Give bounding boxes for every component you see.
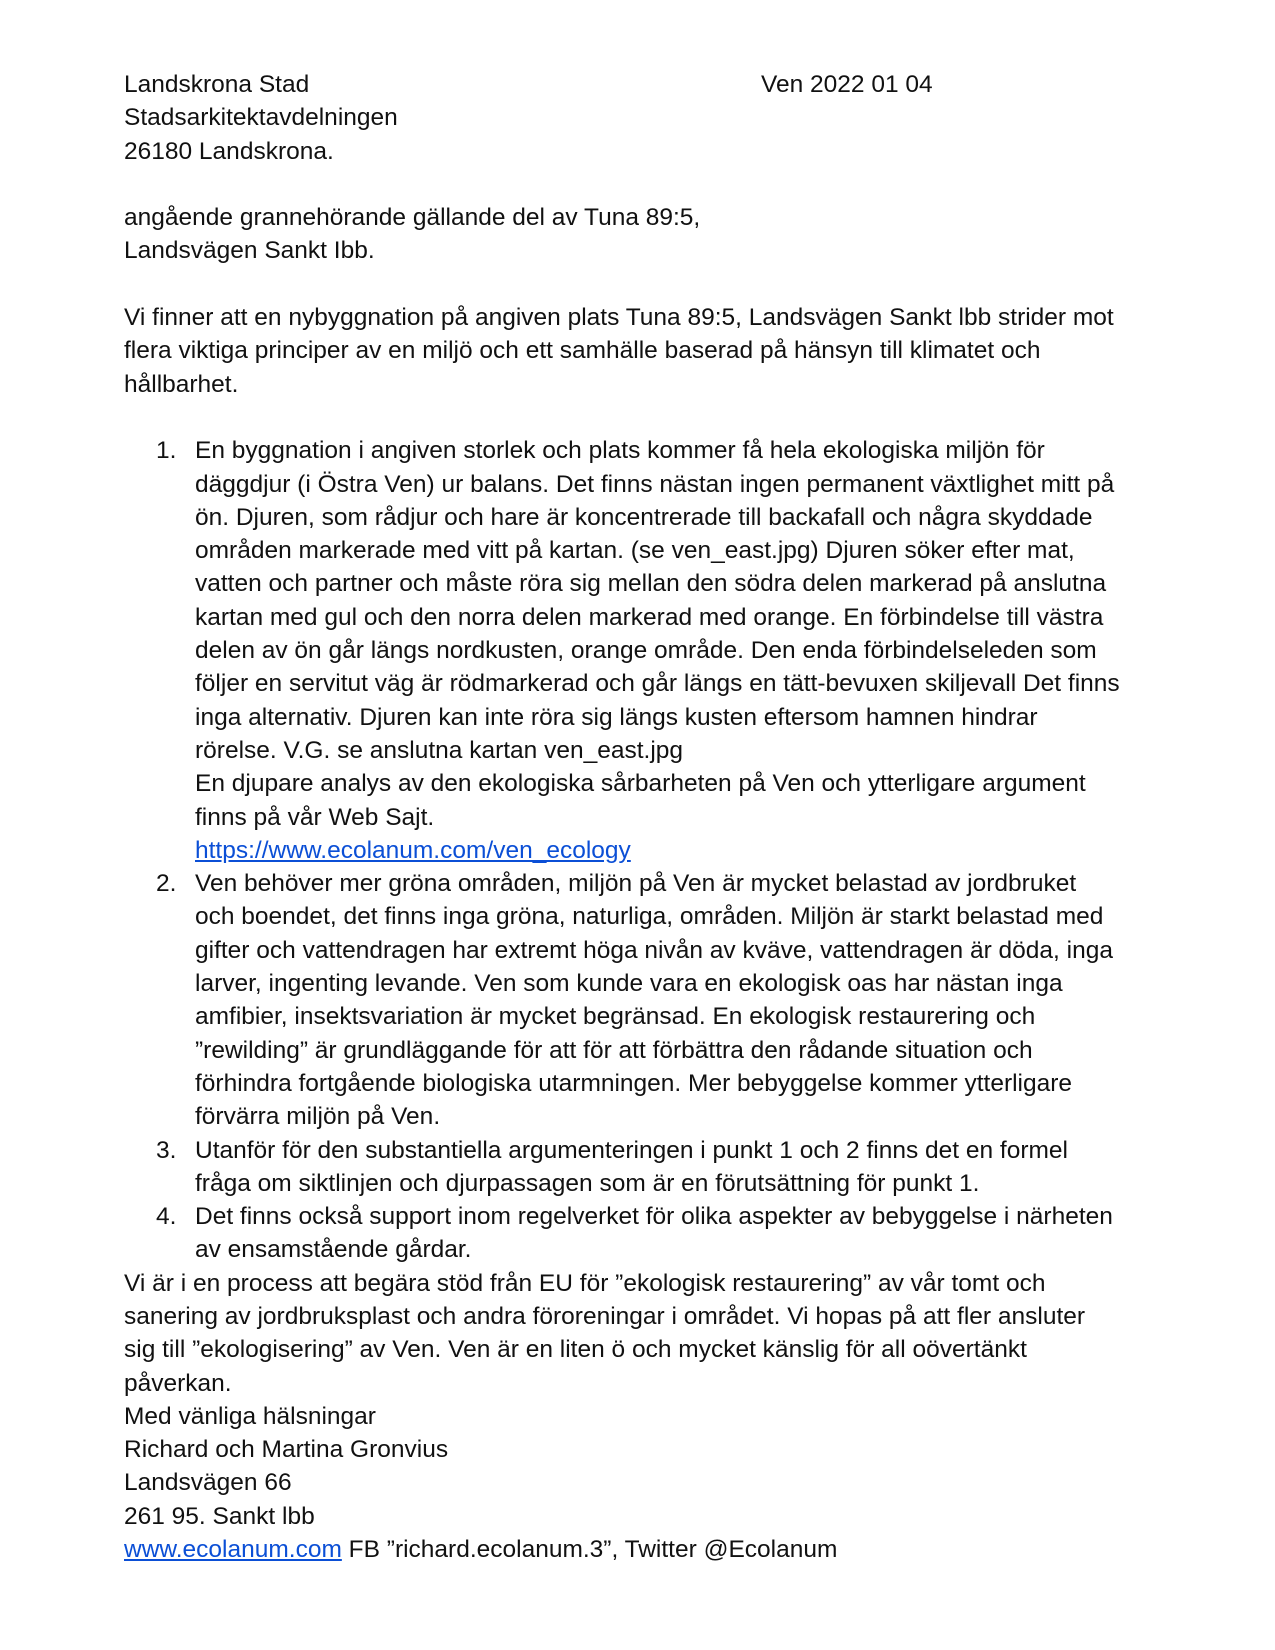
closing-line: sig till ”ekologisering” av Ven. Ven är en liten ö och mycket känslig för all oövertänkt xyxy=(124,1336,1027,1364)
spacer xyxy=(124,168,1154,201)
recipient-line: Landskrona Stad xyxy=(124,71,310,98)
list-item-line: delen av ön går längs nordkusten, orange område. Den enda förbindelseleden som xyxy=(195,637,1097,665)
spacer xyxy=(124,401,1154,434)
contact-footer xyxy=(124,1533,1154,1566)
list-item-line: av ensamstående gårdar. xyxy=(195,1236,472,1264)
subject-line: Landsvägen Sankt Ibb. xyxy=(124,237,375,265)
closing-paragraph xyxy=(124,1267,1154,1400)
intro-line: Vi finner att en nybyggnation på angiven plats Tuna 89:5, Landsvägen Sankt lbb strider mot xyxy=(124,304,1114,332)
list-item-line: följer en servitut väg är rödmarkerad och går längs en tätt-bevuxen skiljevall Det finns xyxy=(195,670,1120,698)
list-item xyxy=(124,434,1154,867)
closing-line: Vi är i en process att begära stöd från EU för ”ekologisk restaurering” av vår tomt och xyxy=(124,1269,1046,1297)
list-item-line: ”rewilding” är grundläggande för att för att förbättra den rådande situation och xyxy=(195,1036,1033,1064)
list-item xyxy=(124,1134,1154,1201)
letter-date: Ven 2022 01 04 xyxy=(761,71,933,98)
recipient-line: Stadsarkitektavdelningen xyxy=(124,104,398,132)
list-item xyxy=(124,867,1154,1133)
subject xyxy=(124,201,1154,268)
list-item-line: rörelse. V.G. se anslutna kartan ven_east.jpg xyxy=(195,736,684,764)
list-item-line: gifter och vattendragen har extremt höga nivån av kväve, vattendragen är döda, inga xyxy=(195,936,1113,964)
list-item-line: och boendet, det finns inga gröna, naturliga, områden. Miljön är starkt belastad med xyxy=(195,903,1104,931)
list-item-line: amfibier, insektsvariation är mycket begränsad. En ekologisk restaurering och xyxy=(195,1003,1036,1031)
signature-line: 261 95. Sankt lbb xyxy=(124,1502,315,1530)
social-handles: FB ”richard.ecolanum.3”, Twitter @Ecolanum xyxy=(341,1536,838,1564)
recipient-line: 26180 Landskrona. xyxy=(124,137,334,165)
list-item-line: Ven behöver mer gröna områden, miljön på Ven är mycket belastad av jordbruket xyxy=(195,870,1077,898)
list-item-number: 3. xyxy=(156,1136,177,1164)
list-item-line: däggdjur (i Östra Ven) ur balans. Det finns nästan ingen permanent växtlighet mitt på xyxy=(195,470,1115,498)
closing-line: sanering av jordbruksplast och andra föroreningar i området. Vi hopas på att fler ansluter xyxy=(124,1302,1086,1330)
list-item-line: larver, ingenting levande. Ven som kunde vara en ekologisk oas har nästan inga xyxy=(195,970,1063,998)
list-item-number: 4. xyxy=(156,1203,177,1231)
list-item-line: kartan med gul och den norra delen markerad med orange. En förbindelse till västra xyxy=(195,603,1104,631)
list-item-line: finns på vår Web Sajt. xyxy=(195,803,435,831)
list-item-line: fråga om siktlinjen och djurpassagen som är en förutsättning för punkt 1. xyxy=(195,1169,980,1197)
list-item-line: vatten och partner och måste röra sig mellan den södra delen markerad på anslutna xyxy=(195,570,1107,598)
signature-line: Richard och Martina Gronvius xyxy=(124,1436,449,1464)
signature-line: Med vänliga hälsningar xyxy=(124,1402,376,1430)
list-item-line: inga alternativ. Djuren kan inte röra sig längs kusten eftersom hamnen hindrar xyxy=(195,703,1038,731)
intro-line: flera viktiga principer av en miljö och ett samhälle baserad på hänsyn till klimatet och xyxy=(124,337,1041,365)
signature-block xyxy=(124,1400,1154,1533)
recipient-address xyxy=(124,68,1154,168)
list-item-line: förvärra miljön på Ven. xyxy=(195,1103,441,1131)
closing-line: påverkan. xyxy=(124,1369,232,1397)
intro-paragraph xyxy=(124,301,1154,401)
argument-list xyxy=(124,434,1154,1266)
ven-ecology-link[interactable]: https://www.ecolanum.com/ven_ecology xyxy=(195,836,631,864)
list-item-line: förhindra fortgående biologiska utarmningen. Mer bebyggelse kommer ytterligare xyxy=(195,1069,1073,1097)
subject-line: angående grannehörande gällande del av Tuna 89:5, xyxy=(124,204,701,232)
list-item-line: Utanför för den substantiella argumenteringen i punkt 1 och 2 finns det en formel xyxy=(195,1136,1068,1164)
list-item xyxy=(124,1200,1154,1267)
letter-page xyxy=(124,68,1154,1566)
list-item-line: ön. Djuren, som rådjur och hare är koncentrerade till backafall och några skyddade xyxy=(195,503,1093,531)
list-item-line: En byggnation i angiven storlek och plats kommer få hela ekologiska miljön för xyxy=(195,437,1045,465)
spacer xyxy=(124,268,1154,301)
website-link[interactable]: www.ecolanum.com xyxy=(124,1536,342,1564)
intro-line: hållbarhet. xyxy=(124,370,239,398)
list-item-line: områden markerade med vitt på kartan. (se ven_east.jpg) Djuren söker efter mat, xyxy=(195,537,1075,565)
list-item-line: En djupare analys av den ekologiska sårbarheten på Ven och ytterligare argument xyxy=(195,770,1086,798)
list-item-number: 1. xyxy=(156,437,177,465)
list-item-line: Det finns också support inom regelverket för olika aspekter av bebyggelse i närheten xyxy=(195,1203,1113,1231)
signature-line: Landsvägen 66 xyxy=(124,1469,292,1497)
list-item-number: 2. xyxy=(156,870,177,898)
